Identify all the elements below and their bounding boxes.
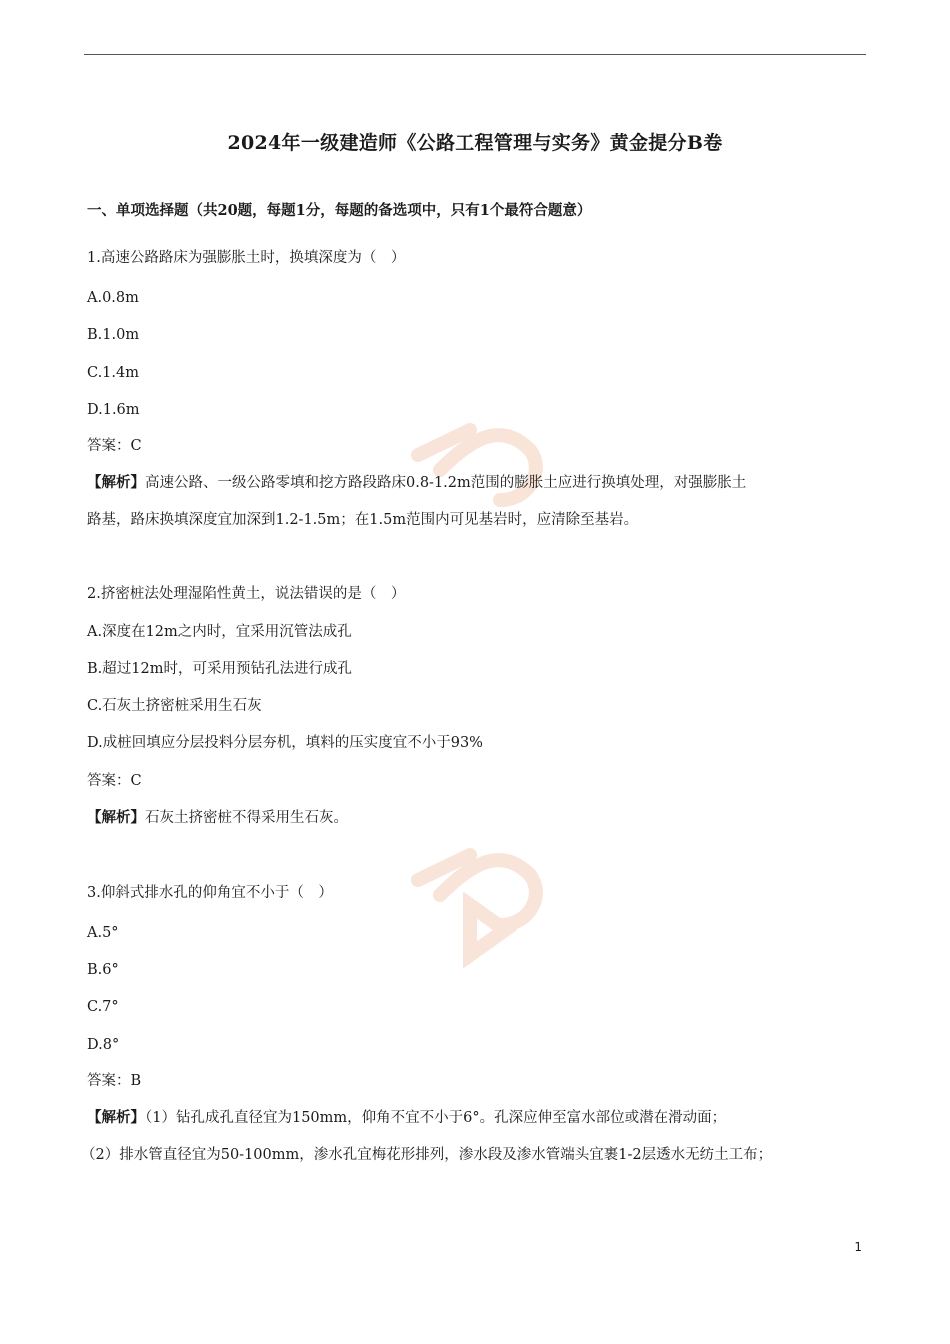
analysis [87,473,746,493]
analysis-text: （1）钻孔成孔直径宜为150mm，仰角不宜不小于6°。孔深应伸至富水部位或潜在滑动面； [145,1110,727,1126]
option-d: D.1.6m [87,402,140,418]
analysis-text: 石灰土挤密桩不得采用生石灰。 [145,810,348,826]
question-stem: 3.仰斜式排水孔的仰角宜不小于（ ） [87,885,333,901]
answer: 答案：B [87,1073,142,1089]
option-c: C.7° [87,999,119,1015]
analysis-tag: 【解析】 [87,1109,145,1126]
analysis [87,1108,726,1128]
option-b: B.6° [87,962,119,978]
answer: 答案：C [87,773,142,789]
option-c: C.石灰土挤密桩采用生石灰 [87,698,262,714]
option-c: C.1.4m [87,365,139,381]
option-a: A.5° [87,925,119,941]
analysis-tag: 【解析】 [87,809,145,826]
option-d: D.成桩回填应分层投料分层夯机，填料的压实度宜不小于93% [87,735,483,751]
question-stem: 2.挤密桩法处理湿陷性黄土，说法错误的是（ ） [87,586,406,602]
document-title: 2024年一级建造师《公路工程管理与实务》黄金提分B卷 [227,132,723,154]
analysis-tag: 【解析】 [87,474,145,491]
option-d: D.8° [87,1037,120,1053]
option-b: B.超过12m时，可采用预钻孔法进行成孔 [87,661,352,677]
option-a: A.深度在12m之内时，宜采用沉管法成孔 [87,624,352,640]
option-a: A.0.8m [87,290,139,306]
answer: 答案：C [87,438,142,454]
analysis [87,808,348,828]
analysis-text: 高速公路、一级公路零填和挖方路段路床0.8-1.2m范围的膨胀土应进行换填处理，对强膨胀土 [145,475,747,491]
analysis-text: 路基，路床换填深度宜加深到1.2-1.5m；在1.5m范围内可见基岩时，应清除至基岩。 [87,512,639,528]
analysis-text: （2）排水管直径宜为50-100mm，渗水孔宜梅花形排列，渗水段及渗水管端头宜裹1-2层透水无纺土工布； [81,1147,773,1163]
header-rule [84,54,866,55]
option-b: B.1.0m [87,327,140,343]
question-stem: 1.高速公路路床为强膨胀土时，换填深度为（ ） [87,250,406,266]
page-number: 1 [854,1240,862,1254]
section-title: 一、单项选择题（共20题，每题1分，每题的备选项中，只有1个最符合题意） [87,202,592,219]
